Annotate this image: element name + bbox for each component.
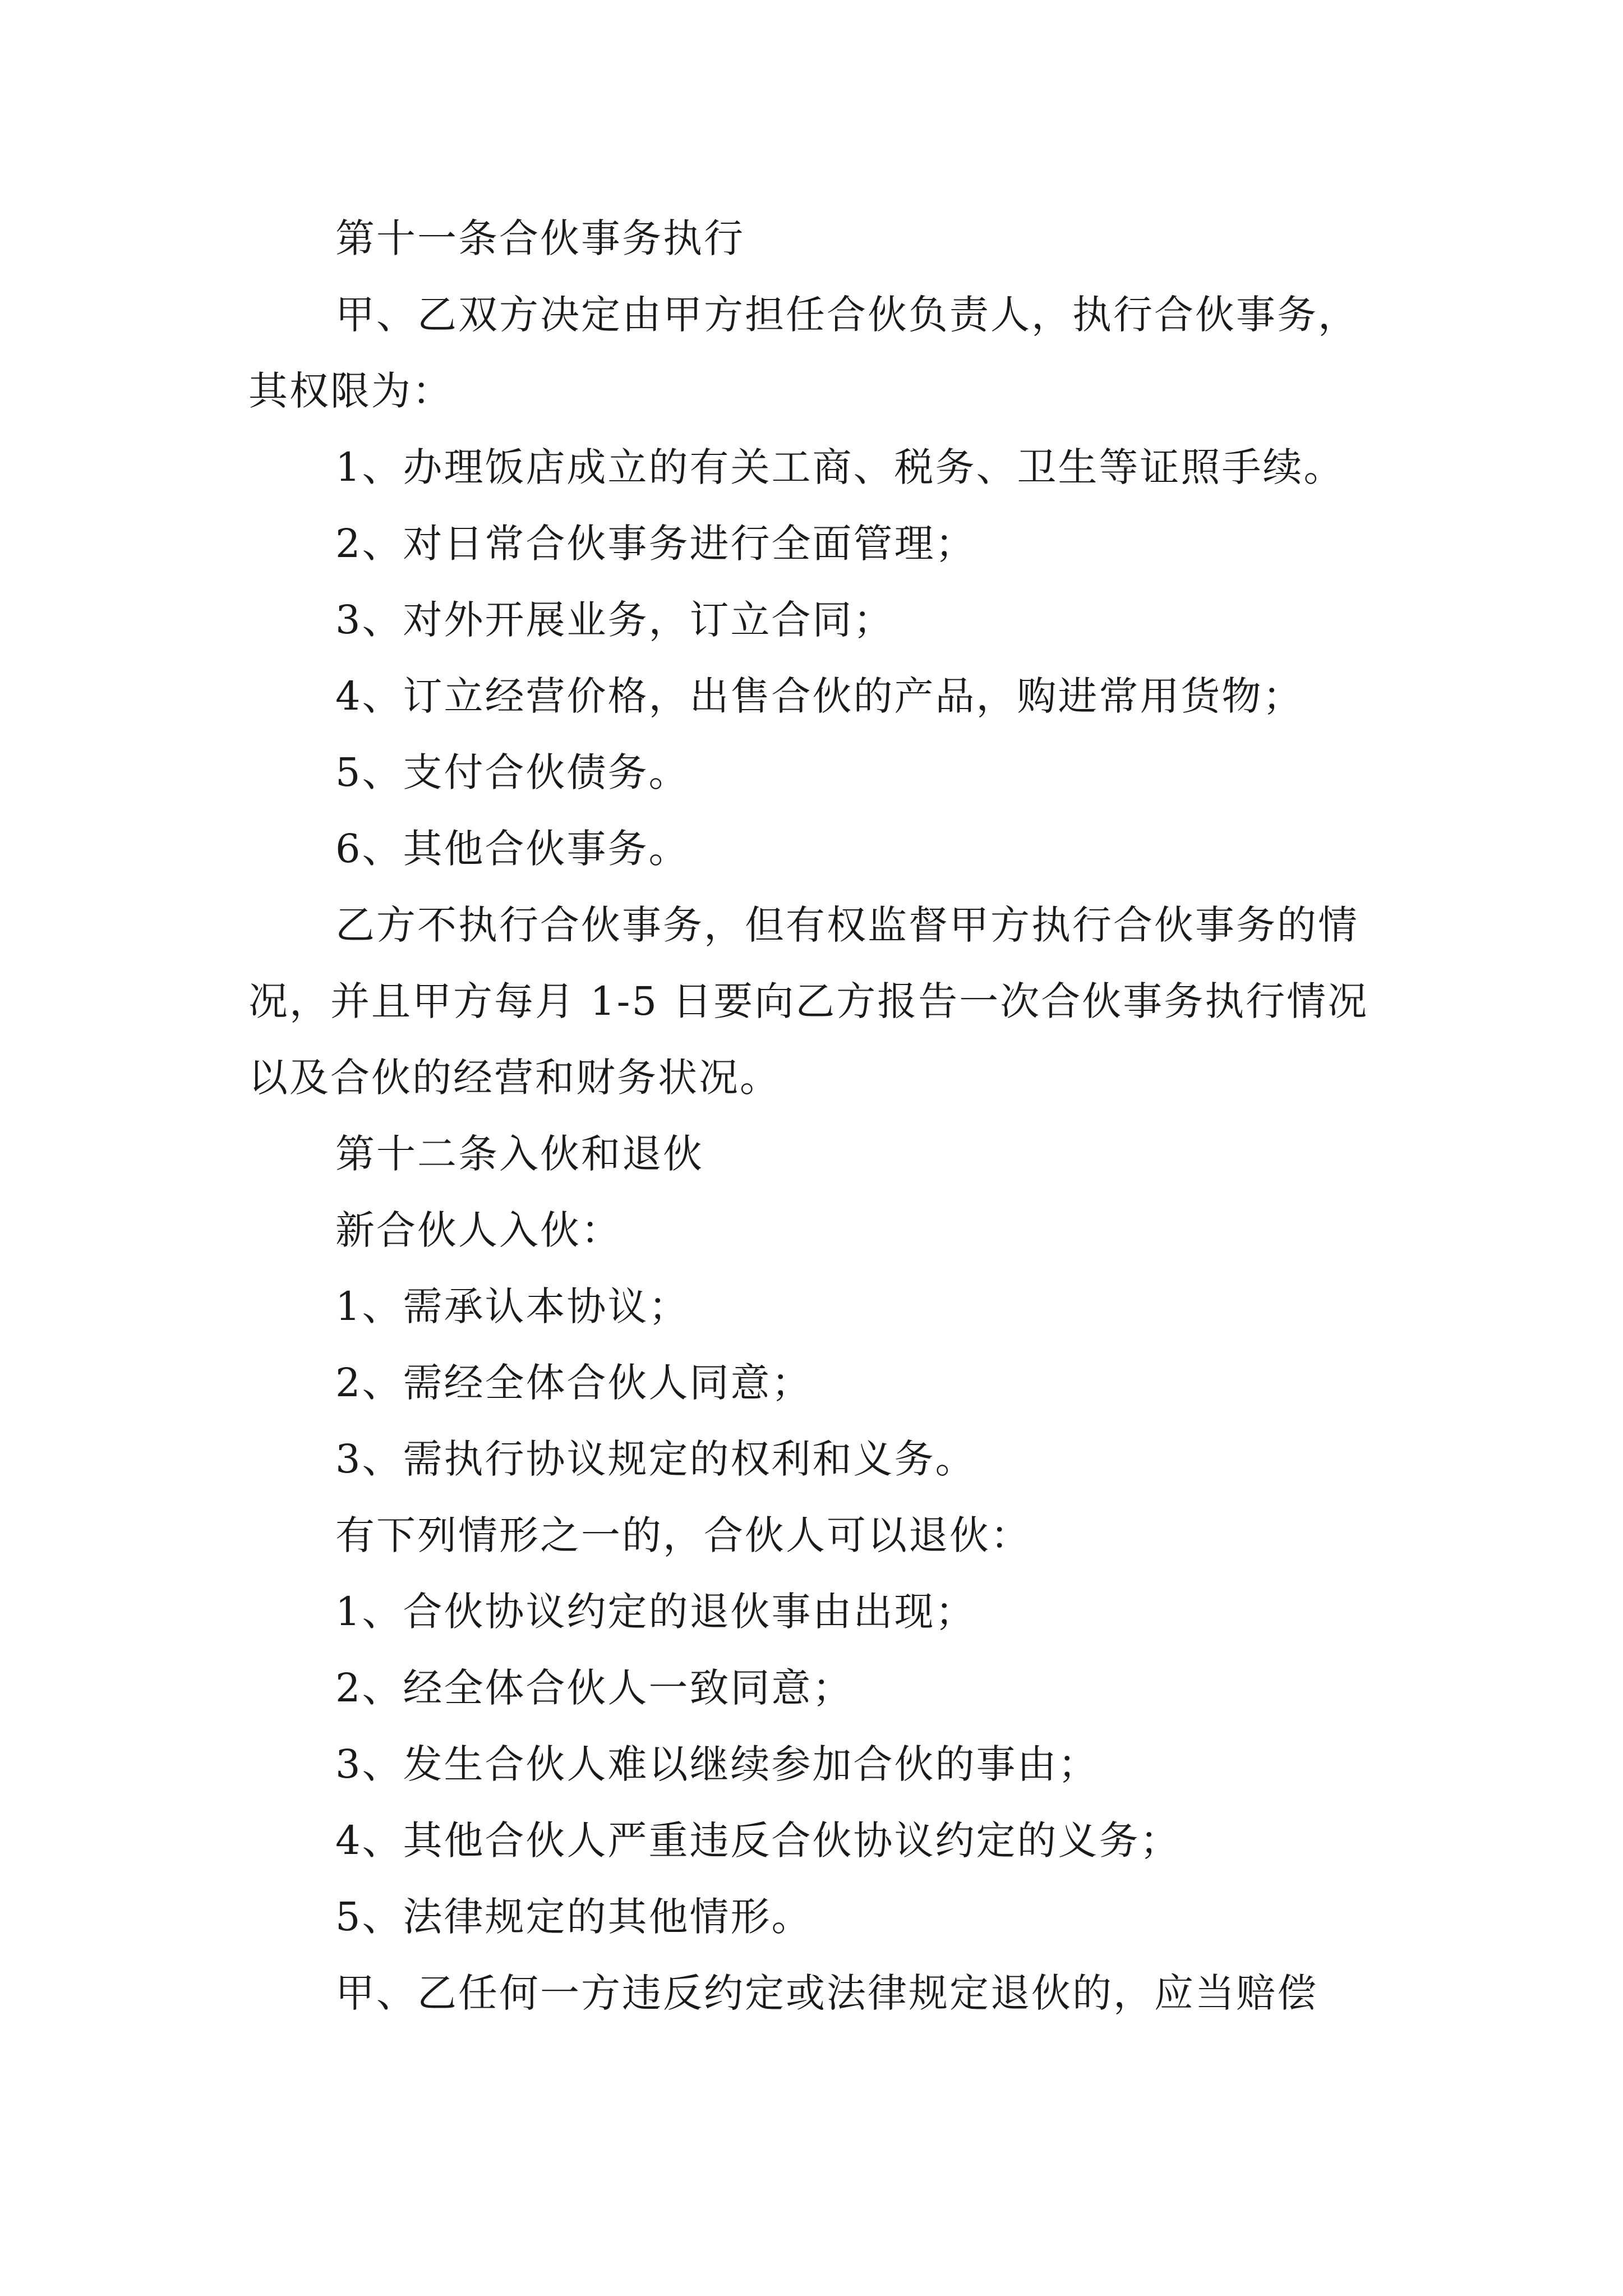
list-item: 6、其他合伙事务。 [335, 826, 690, 872]
section-heading-11: 第十一条合伙事务执行 [335, 215, 745, 261]
paragraph-authority-intro: 甲、乙双方决定由甲方担任合伙负责人，执行合伙事务，其权限为： [248, 292, 1359, 414]
list-item: 3、对外开展业务，订立合同； [335, 597, 895, 643]
list-item: 2、经全体合伙人一致同意； [335, 1665, 854, 1711]
section-heading-12: 第十二条入伙和退伙 [335, 1131, 704, 1177]
list-item: 2、需经全体合伙人同意； [335, 1360, 813, 1406]
paragraph-new-partner: 新合伙人入伙： [335, 1207, 622, 1253]
list-item: 4、订立经营价格，出售合伙的产品，购进常用货物； [335, 673, 1304, 719]
paragraph-withdrawal-intro: 有下列情形之一的，合伙人可以退伙： [335, 1512, 1031, 1558]
list-item: 5、支付合伙债务。 [335, 749, 690, 795]
list-item: 2、对日常合伙事务进行全面管理； [335, 521, 976, 567]
document-body [248, 200, 1387, 2031]
list-item: 1、需承认本协议； [335, 1283, 690, 1329]
paragraph-supervision: 乙方不执行合伙事务，但有权监督甲方执行合伙事务的情况，并且甲方每月 1-5 日要向乙方报告一次合伙事务执行情况以及合伙的经营和财务状况。 [248, 902, 1369, 1101]
list-item: 3、发生合伙人难以继续参加合伙的事由； [335, 1741, 1099, 1787]
paragraph-compensation: 甲、乙任何一方违反约定或法律规定退伙的，应当赔偿 [335, 1970, 1318, 2016]
list-item: 5、法律规定的其他情形。 [335, 1894, 813, 1940]
list-item: 3、需执行协议规定的权利和义务。 [335, 1436, 976, 1482]
list-item: 1、办理饭店成立的有关工商、税务、卫生等证照手续。 [335, 444, 1345, 490]
list-item: 4、其他合伙人严重违反合伙协议约定的义务； [335, 1818, 1181, 1864]
list-item: 1、合伙协议约定的退伙事由出现； [335, 1589, 976, 1635]
